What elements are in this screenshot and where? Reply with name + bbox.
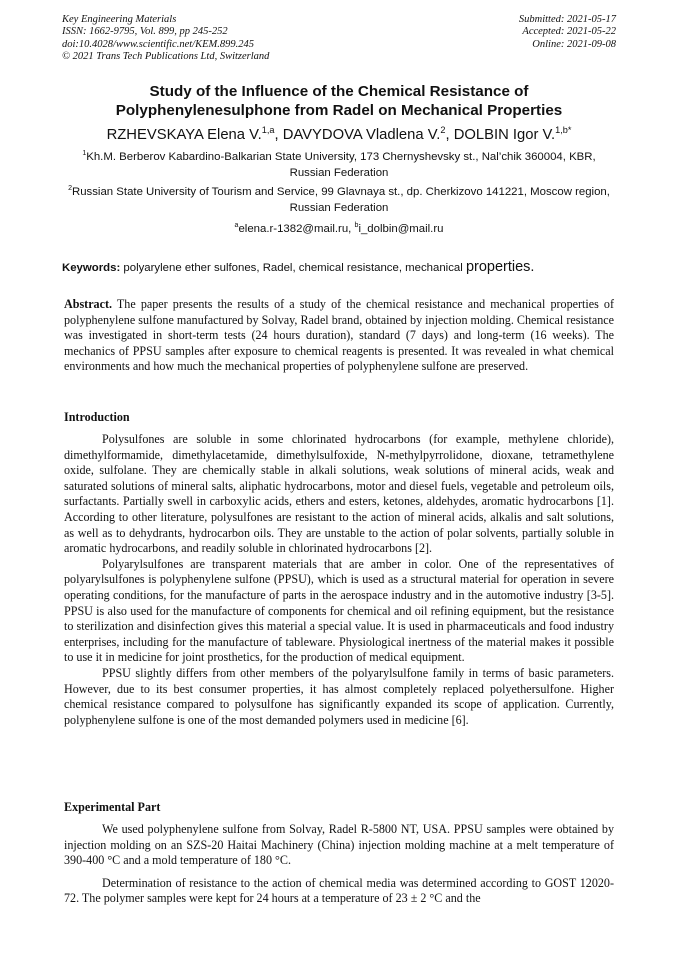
abstract — [64, 297, 614, 375]
email-b-mark: b — [354, 222, 359, 230]
journal-info — [62, 14, 269, 63]
author-3-affil: 1,b* — [555, 125, 572, 136]
doi-line[interactable]: doi:10.4028/www.scientific.net/KEM.899.245 — [62, 38, 254, 50]
author-2: DAVYDOVA Vladlena V. — [282, 127, 441, 143]
intro-paragraph-2: Polyarylsulfones are transparent materials that are amber in color. One of the representatives of polyarylsulfones is polyphenylene sulfone (PPSU), which is used as a structural material for operation in severe operating conditions, for the manufacture of parts in the aerospace industry and in the automotive industry [3-5]. PPSU is also used for the manufacture of components for chemical and oil refining equipment, but the resistance to sterilization and disinfection gives this material a special value. It is used in pharmaceuticals and food industry enterprises, including for the manufacture of tableware. Physiological inertness of the material makes it possible to use it in medicine for joint prosthetics, for the production of medical equipment. — [64, 556, 614, 665]
experimental-paragraph-2: Determination of resistance to the action of chemical media was determined according to GOST 12020-72. The polymer samples were kept for 24 hours at a temperature of 23 ± 2 °C and the — [64, 875, 614, 906]
submitted-date: Submitted: 2021-05-17 — [518, 14, 616, 25]
issn-line: ISSN: 1662-9795, Vol. 899, pp 245-252 — [62, 26, 228, 38]
keywords — [62, 259, 616, 276]
online-date: Online: 2021-09-08 — [532, 38, 616, 50]
experimental-paragraph-1: We used polyphenylene sulfone from Solvay, Radel R-5800 NT, USA. PPSU samples were obtained by injection molding on an SZS-20 Haitai Machinery (China) injection molding machine at a melt temperature of 390-400 °C and a mold temperature of 180 °C. — [64, 822, 614, 868]
affiliation-2-mark: 2 — [68, 185, 72, 193]
affiliation-1-mark: 1 — [82, 150, 87, 158]
dates-info — [519, 14, 616, 51]
author-list — [40, 126, 638, 144]
abstract-text: The paper presents the results of a study of the chemical resistance and mechanical properties of polyphenylene sulfone manufactured by Solvay, Radel brand, obtained by injection molding. Chemical resistance was investigated in short-term tests (24 hours duration), standard (7 days) and long-term (16 weeks). The mechanics of PPSU samples after exposure to chemical reagents is presented. It was revealed in what chemical environments and how much the mechanical properties of polyphenylene sulfone are preserved. — [64, 297, 614, 374]
experimental-heading: Experimental Part — [64, 800, 161, 814]
affiliation-1 — [62, 150, 616, 181]
author-2-affil: 2 — [440, 125, 446, 136]
email-b-link[interactable]: i_dolbin@mail.ru — [358, 223, 444, 235]
email-a-mark: a — [234, 222, 239, 230]
journal-name: Key Engineering Materials — [62, 14, 177, 25]
affiliation-2-text: Russian State University of Tourism and Service, 99 Glavnaya st., dp. Cherkizovo 141221, Moscow region, Russian Federation — [71, 186, 610, 214]
keywords-label: Keywords: — [62, 262, 121, 274]
affiliation-1-text: Kh.M. Berberov Kabardino-Balkarian State University, 173 Chernyshevsky st., Nal’chik 360004, KBR, Russian Federation — [86, 151, 596, 179]
copyright-line: © 2021 Trans Tech Publications Ltd, Switzerland — [62, 50, 270, 62]
intro-paragraph-1: Polysulfones are soluble in some chlorinated hydrocarbons (for example, methylene chloride), dimethylformamide, dimethylacetamide, dimethylsulfoxide, N-methylpyrrolidone, dioxane, tetramethylene oxide, sulfolane. They are chemically stable in alkali solutions, weak solutions of mineral acids, weak and saturated solutions of mineral salts, aliphatic hydrocarbons, motor and diesel fuels, vegetable and petroleum oils, surfactants. Partially swell in carboxylic acids, ethers and esters, ketones, aldehydes, aromatic hydrocarbons [1]. According to other literature, polysulfones are resistant to the action of mineral acids, alkalis and salt solutions, as well as to dehydrants, hydrocarbon oils. They are unstable to the action of polar solvents, partially soluble in aromatic hydrocarbons, and readily soluble in chlorinated hydrocarbons [2]. — [64, 432, 614, 556]
title-line-1: Study of the Influence of the Chemical Resistance of — [149, 83, 529, 100]
keywords-last: properties. — [465, 259, 535, 275]
paper-title — [40, 82, 638, 120]
author-emails — [62, 222, 616, 238]
accepted-date: Accepted: 2021-05-22 — [522, 26, 616, 38]
email-a-link[interactable]: elena.r-1382@mail.ru — [238, 223, 349, 235]
author-1-affil: 1,a — [261, 125, 275, 136]
keywords-text: polyarylene ether sulfones, Radel, chemical resistance, mechanical — [120, 262, 466, 274]
author-1: RZHEVSKAYA Elena V. — [106, 127, 262, 143]
abstract-label: Abstract. — [64, 297, 113, 311]
affiliation-2 — [62, 185, 616, 216]
introduction-body — [64, 432, 614, 728]
introduction-heading: Introduction — [64, 410, 130, 424]
author-separator: , — [445, 127, 454, 143]
title-line-2: Polyphenylenesulphone from Radel on Mechanical Properties — [115, 102, 563, 119]
author-separator: , — [274, 127, 283, 143]
experimental-body — [64, 822, 614, 907]
author-3: DOLBIN Igor V. — [453, 127, 556, 143]
intro-paragraph-3: PPSU slightly differs from other members of the polyarylsulfone family in terms of basic parameters. However, due to its best consumer properties, it has almost completely replaced polyethersulfone. Higher chemical resistance compared to polysulfone has significantly expanded its scope of application. Currently, polyphenylene sulfone is one of the most demanded polymers used in medicine [6]. — [64, 665, 614, 727]
email-separator: , — [348, 223, 355, 235]
